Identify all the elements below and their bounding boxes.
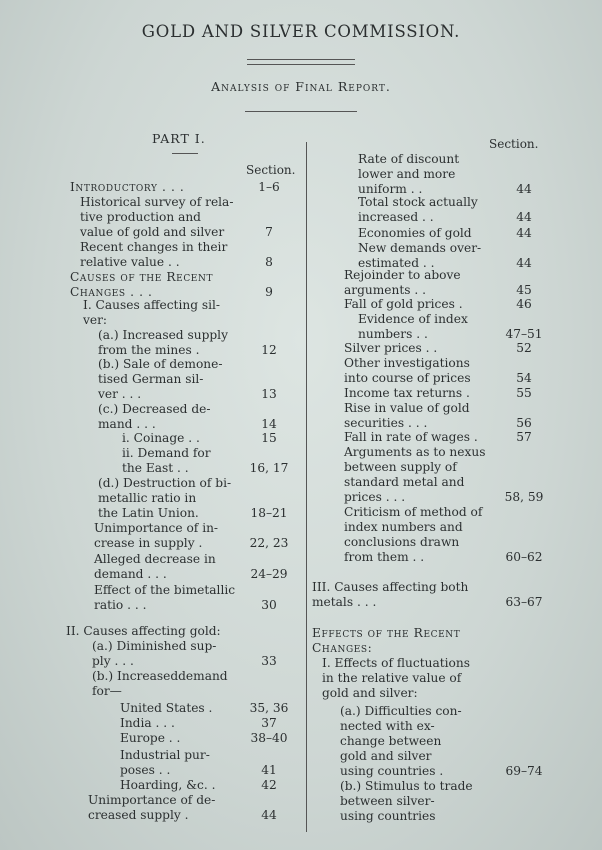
subtitle-rule	[245, 111, 357, 112]
toc-entry	[340, 779, 546, 824]
left-section-column-label: Section.	[246, 163, 296, 177]
entry-text: Recent changes in their relative value . .	[80, 240, 228, 269]
toc-entry	[120, 778, 295, 793]
section-number: 1–6	[258, 180, 280, 194]
toc-entry	[92, 669, 295, 699]
section-number: 37	[261, 716, 277, 730]
entry-text: (a.) Increased supply from the mines .	[98, 328, 228, 357]
toc-entry	[344, 445, 546, 505]
toc-entry	[344, 386, 546, 401]
entry-text: (b.) Sale of demone- tised German sil- ver . . .	[98, 357, 223, 401]
section-number: 38–40	[250, 731, 288, 745]
section-number: 57	[516, 430, 532, 444]
entry-text: III. Causes affecting both metals . . .	[312, 580, 469, 609]
toc-entry	[312, 580, 546, 610]
toc-entry	[98, 402, 295, 432]
section-number: 54	[516, 371, 532, 385]
entry-text: Hoarding, &c. .	[120, 778, 216, 792]
toc-entry	[358, 312, 546, 342]
entry-text: United States .	[120, 701, 213, 715]
toc-entry	[92, 639, 295, 669]
section-number: 44	[516, 226, 532, 240]
entry-text: (a.) Diminished sup- ply . . .	[92, 639, 217, 668]
section-number: 33	[261, 654, 277, 668]
toc-entry	[344, 401, 546, 431]
part-heading: PART I.	[152, 131, 206, 146]
part-heading-rule	[172, 153, 198, 154]
section-number: 63–67	[505, 595, 543, 609]
entry-text: Europe . .	[120, 731, 181, 745]
entry-text: India . . .	[120, 716, 175, 730]
section-number: 47–51	[505, 327, 543, 341]
entry-text: ii. Demand for the East . .	[122, 446, 211, 475]
entry-text: Criticism of method of index numbers and conclusions drawn from them . .	[344, 505, 483, 564]
toc-entry	[120, 716, 295, 731]
entry-text: I. Effects of fluctuations in the relative value of gold and silver:	[322, 656, 470, 700]
entry-text: Arguments as to nexus between supply of standard metal and prices . . .	[344, 445, 486, 504]
toc-entry	[120, 748, 295, 778]
toc-entry	[122, 431, 295, 446]
toc-entry	[358, 226, 546, 241]
toc-entry	[322, 656, 546, 701]
section-number: 8	[265, 255, 273, 269]
section-number: 13	[261, 387, 277, 401]
toc-entry	[344, 341, 546, 356]
entry-text: Introductory . . .	[70, 180, 185, 194]
entry-text: Fall of gold prices .	[344, 297, 463, 311]
entry-text: Silver prices . .	[344, 341, 438, 355]
entry-text: Alleged decrease in demand . . .	[94, 552, 216, 581]
section-number: 45	[516, 283, 532, 297]
section-number: 35, 36	[249, 701, 289, 715]
section-number: 9	[265, 285, 273, 299]
toc-entry	[70, 270, 295, 300]
entry-text: Economies of gold	[358, 226, 472, 240]
toc-entry	[120, 701, 295, 716]
entry-text: Industrial pur- poses . .	[120, 748, 210, 777]
toc-entry	[358, 195, 546, 225]
section-number: 30	[261, 598, 277, 612]
title-double-rule	[247, 59, 355, 65]
entry-text: Unimportance of in- crease in supply .	[94, 521, 219, 550]
toc-entry	[88, 793, 295, 823]
entry-text: (b.) Increaseddemand for—	[92, 669, 228, 698]
page-title: GOLD AND SILVER COMMISSION.	[141, 22, 461, 41]
toc-entry	[358, 152, 546, 197]
section-number: 55	[516, 386, 532, 400]
section-number: 14	[261, 417, 277, 431]
entry-text: (b.) Stimulus to trade between silver- using countries	[340, 779, 473, 823]
toc-entry	[344, 505, 546, 565]
section-number: 18–21	[250, 506, 288, 520]
toc-entry	[80, 240, 295, 270]
entry-text: Income tax returns .	[344, 386, 470, 400]
toc-entry	[344, 268, 546, 298]
entry-text: Effect of the bimetallic ratio . . .	[94, 583, 236, 612]
section-number: 58, 59	[504, 490, 544, 504]
toc-entry	[66, 624, 295, 639]
section-number: 22, 23	[249, 536, 289, 550]
toc-entry	[312, 626, 546, 656]
section-number: 12	[261, 343, 277, 357]
section-number: 60–62	[505, 550, 543, 564]
entry-text: Rejoinder to above arguments . .	[344, 268, 461, 297]
toc-entry	[340, 704, 546, 779]
toc-entry	[120, 731, 295, 746]
column-divider	[306, 142, 307, 832]
toc-entry	[83, 298, 295, 328]
section-number: 16, 17	[249, 461, 289, 475]
entry-text: Evidence of index numbers . .	[358, 312, 468, 341]
toc-entry	[122, 446, 295, 476]
section-number: 44	[516, 210, 532, 224]
section-number: 44	[516, 182, 532, 196]
right-section-column-label: Section.	[489, 137, 539, 151]
section-number: 46	[516, 297, 532, 311]
entry-text: Historical survey of rela- tive production and value of gold and silver	[80, 195, 234, 239]
section-number: 7	[265, 225, 273, 239]
section-number: 52	[516, 341, 532, 355]
section-number: 42	[261, 778, 277, 792]
toc-entry	[70, 180, 295, 195]
section-number: 41	[261, 763, 277, 777]
entry-text: Rate of discount lower and more uniform . .	[358, 152, 460, 196]
toc-entry	[80, 195, 295, 240]
entry-text: Unimportance of de- creased supply .	[88, 793, 216, 822]
entry-text: Rise in value of gold securities . . .	[344, 401, 470, 430]
toc-entry	[94, 583, 295, 613]
toc-entry	[94, 552, 295, 582]
entry-text: Effects of the Recent Changes:	[312, 626, 461, 655]
entry-text: (a.) Difficulties con- nected with ex- change between gold and silver using countries .	[340, 704, 462, 778]
section-number: 44	[516, 256, 532, 270]
toc-entry	[358, 241, 546, 271]
toc-entry	[98, 357, 295, 402]
entry-text: (d.) Destruction of bi- metallic ratio in the Latin Union.	[98, 476, 232, 520]
toc-entry	[94, 521, 295, 551]
section-number: 24–29	[250, 567, 288, 581]
entry-text: I. Causes affecting sil- ver:	[83, 298, 221, 327]
entry-text: Total stock actually increased . .	[358, 195, 478, 224]
entry-text: i. Coinage . .	[122, 431, 200, 445]
entry-text: (c.) Decreased de- mand . . .	[98, 402, 211, 431]
toc-entry	[98, 328, 295, 358]
entry-text: II. Causes affecting gold:	[66, 624, 221, 638]
entry-text: Causes of the Recent Changes . . .	[70, 270, 214, 299]
section-number: 15	[261, 431, 277, 445]
entry-text: Fall in rate of wages .	[344, 430, 478, 444]
section-number: 69–74	[505, 764, 543, 778]
toc-entry	[344, 356, 546, 386]
toc-entry	[344, 430, 546, 445]
toc-entry	[344, 297, 546, 312]
section-number: 56	[516, 416, 532, 430]
entry-text: New demands over- estimated . .	[358, 241, 482, 270]
page-subtitle: Analysis of Final Report.	[211, 79, 391, 94]
section-number: 44	[261, 808, 277, 822]
entry-text: Other investigations into course of prices	[344, 356, 471, 385]
toc-entry	[98, 476, 295, 521]
